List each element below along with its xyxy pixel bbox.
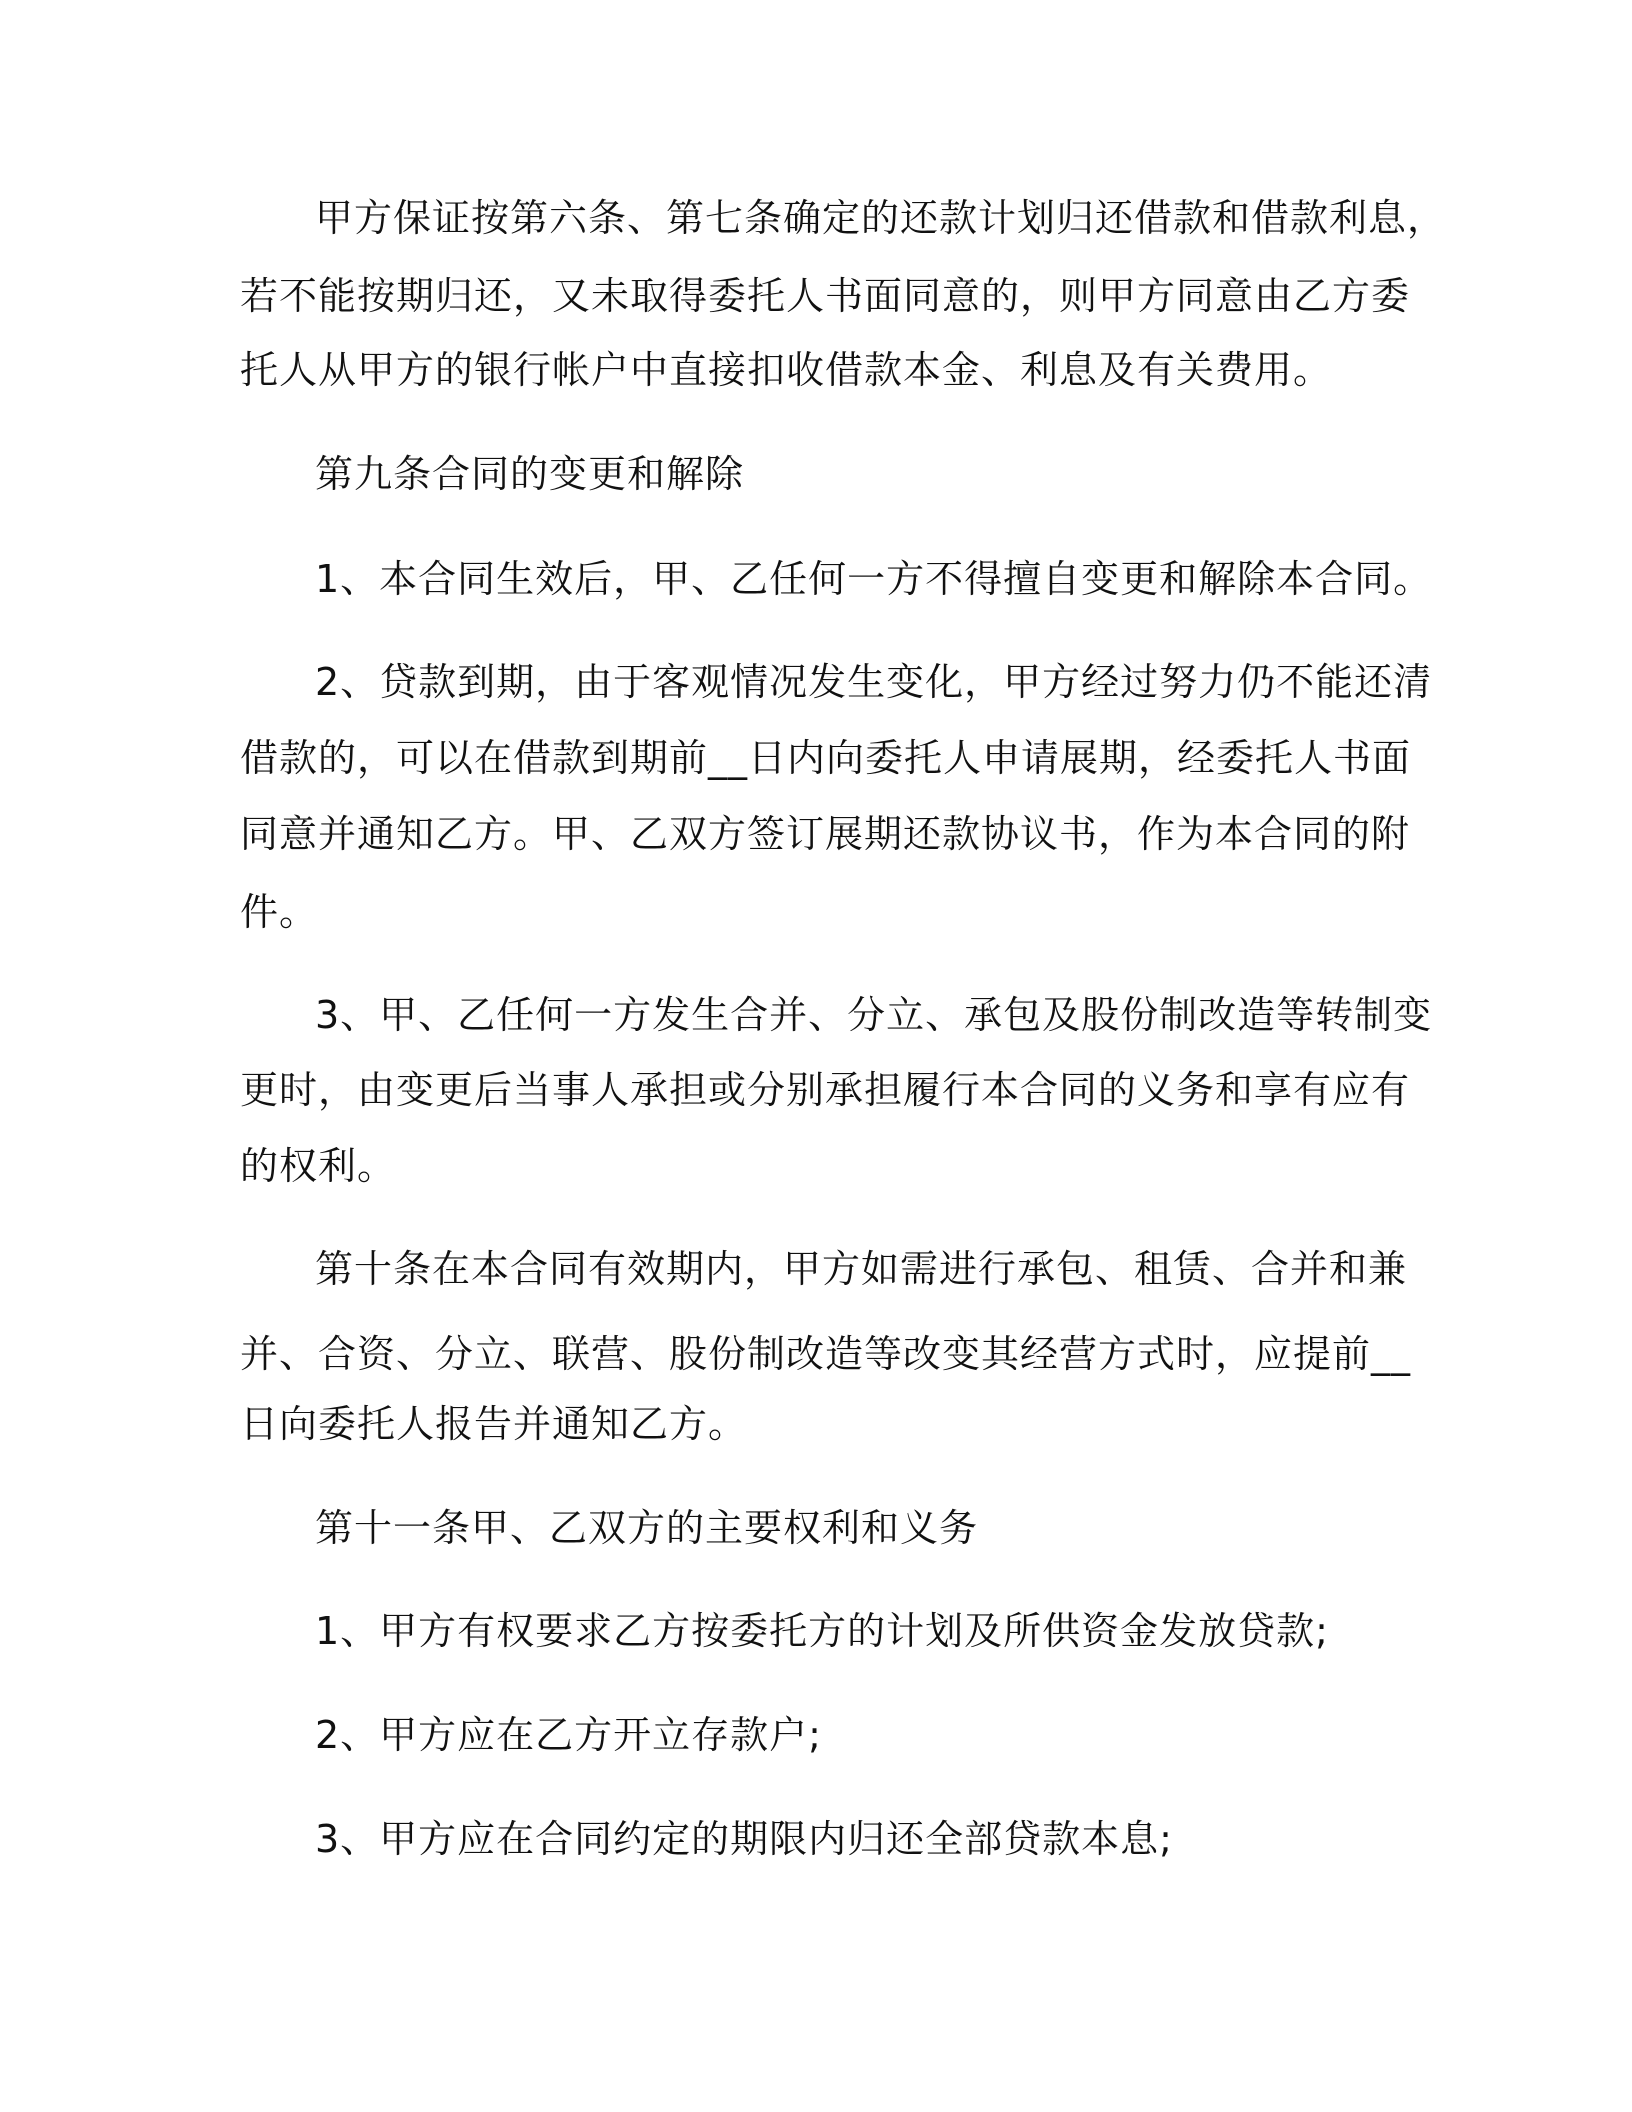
paragraph-line: 并、合资、分立、联营、股份制改造等改变其经营方式时，应提前__ xyxy=(240,1332,1412,1376)
section-heading: 第九条合同的变更和解除 xyxy=(315,452,745,496)
paragraph-line: 借款的，可以在借款到期前__日内向委托人申请展期，经委托人书面 xyxy=(240,736,1412,780)
paragraph-line: 2、甲方应在乙方开立存款户; xyxy=(315,1713,822,1757)
section-heading: 第十一条甲、乙双方的主要权利和义务 xyxy=(315,1506,979,1550)
paragraph-line: 3、甲方应在合同约定的期限内归还全部贷款本息; xyxy=(315,1817,1173,1861)
paragraph-line: 更时，由变更后当事人承担或分别承担履行本合同的义务和享有应有 xyxy=(240,1068,1411,1112)
paragraph-line: 件。 xyxy=(240,890,319,934)
paragraph-line: 的权利。 xyxy=(240,1144,397,1188)
paragraph-line: 同意并通知乙方。甲、乙双方签订展期还款协议书，作为本合同的附 xyxy=(240,812,1411,856)
paragraph-line: 若不能按期归还，又未取得委托人书面同意的，则甲方同意由乙方委 xyxy=(240,274,1411,318)
paragraph-line: 2、贷款到期，由于客观情况发生变化，甲方经过努力仍不能还清 xyxy=(315,660,1433,704)
paragraph-line: 日向委托人报告并通知乙方。 xyxy=(240,1402,748,1446)
paragraph-line: 第十条在本合同有效期内，甲方如需进行承包、租赁、合并和兼 xyxy=(315,1247,1408,1291)
paragraph-line: 3、甲、乙任何一方发生合并、分立、承包及股份制改造等转制变 xyxy=(315,993,1433,1037)
paragraph-line: 1、甲方有权要求乙方按委托方的计划及所供资金发放贷款; xyxy=(315,1609,1329,1653)
paragraph-line: 托人从甲方的银行帐户中直接扣收借款本金、利息及有关费用。 xyxy=(240,348,1333,392)
paragraph-line: 1、本合同生效后，甲、乙任何一方不得擅自变更和解除本合同。 xyxy=(315,557,1433,601)
paragraph-line: 甲方保证按第六条、第七条确定的还款计划归还借款和借款利息， xyxy=(315,196,1447,240)
